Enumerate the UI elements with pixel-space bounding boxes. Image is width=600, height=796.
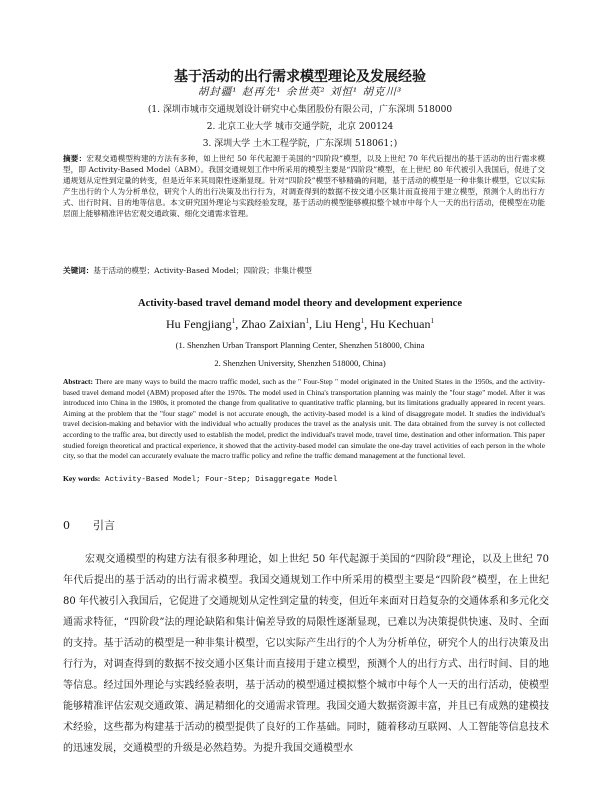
paper-title-cn: 基于活动的出行需求模型理论及发展经验 bbox=[174, 69, 426, 85]
author-en-name: Zhao Zaixian bbox=[241, 317, 306, 331]
affiliation-cn-2: 2. 北京工业大学 城市交通学院，北京 200124 bbox=[206, 122, 394, 132]
abstract-en-label: Abstract: bbox=[63, 377, 93, 386]
keywords-cn-text: 基于活动的模型；Activity-Based Model；四阶段；非集计模型 bbox=[93, 266, 312, 275]
intro-paragraph: 宏观交通模型的构建方法有很多种理论，如上世纪 50 年代起源于美国的“四阶段”理论，以及上世纪 70 年代后提出的基于活动的出行需求模型。我国交通规划工作中所采用的模型主要是“四阶段”模型，在上世纪 80 年代被引入我国后，它促进了交通规划从定性到定量的转变，但近年来面对日趋复杂的交通体系和多元化交通需求特征，“四阶段”法的理论缺陷和集计偏差导致的局限性逐渐显现，已难以为决策提供快速、及时、全面的支持。基于活动的模型是一种非集计模型，它以实际产生出行的个人为分析单位，研究个人的出行决策及出行行为，对调查得到的数据不按交通小区集计而直接用于建立模型，预测个人的出行方式、出行时间、目的地等信息。经过国外理论与实践经验表明，基于活动的模型通过模拟整个城市中每个人一天的出行活动，使模型能够精准评估宏观交通政策、满足精细化的交通需求管理。我国交通大数据资源丰富，并且已有成熟的建模技术经验，这些都为构建基于活动的模型提供了良好的工作基础。同时，随着移动互联网、人工智能等信息技术的迅速发展，交通模型的升级是必然趋势。为提升我国交通模型水 bbox=[63, 554, 549, 754]
keywords-cn bbox=[63, 265, 312, 276]
keywords-en-text: Activity-Based Model; Four-Step; Disaggregate Model bbox=[104, 476, 338, 484]
section-number: 0 bbox=[63, 519, 70, 532]
authors-cn: 胡封疆¹ 赵再先¹ 余世英² 刘恒¹ 胡克川³ bbox=[197, 86, 403, 98]
affiliation-en-2: 2. Shenzhen University, Shenzhen 518000, China) bbox=[214, 358, 386, 368]
abstract-cn-label: 摘要： bbox=[63, 154, 87, 163]
abstract-en-text: There are many ways to build the macro traffic model, such as the " Four-Step " model originated in the United States in the 1950s, and the activity-based travel demand model (ABM) proposed after the 1970s. The model used in China's transportation planning was mainly the "four stage" model. After it was introduced into China in the 1980s, it promoted the change from qualitative to quantitative traffic planning, but its limitations gradually appeared in recent years. Aiming at the problem that the "four stage" model is not accurate enough, the activity-based model is a kind of disaggregate model. It studies the individual's travel decision-making and behavior with the individual who actually produces the travel as the analysis unit. The data obtained from the survey is not collected according to the traffic area, but directly used to establish the model, predict the individual's travel mode, travel time, destination and other information. This paper studied foreign theoretical and practical experience, it showed that the activity-based model can simulate the one-day travel activities of each person in the whole city, so that the model can accurately evaluate the macro traffic policy and refine the traffic demand management at the functional level. bbox=[63, 377, 545, 461]
author-en-sup: 1 bbox=[360, 317, 365, 325]
abstract-cn bbox=[63, 153, 545, 219]
authors-en: Hu Fengjiang$^1$, Zhao Zaixian$^1$, Liu Heng$^1$, Hu Kechuan$^1$ bbox=[166, 317, 434, 331]
author-en-sup: 1 bbox=[305, 317, 309, 325]
author-en-name: Hu Kechuan bbox=[370, 317, 431, 331]
keywords-cn-label: 关键词： bbox=[63, 266, 94, 275]
affiliation-en-1: (1. Shenzhen Urban Transport Planning Center, Shenzhen 518000, China bbox=[175, 340, 425, 350]
author-en-name: Liu Heng bbox=[315, 317, 361, 331]
keywords-en bbox=[63, 474, 337, 484]
abstract-en bbox=[63, 377, 545, 462]
author-en-name: Hu Fengjiang bbox=[166, 317, 232, 331]
section-heading bbox=[63, 517, 115, 533]
affiliation-cn-3: 3. 深圳大学 土木工程学院，广东深圳 518061；) bbox=[202, 139, 398, 149]
keywords-en-label: Key words: bbox=[63, 474, 101, 483]
paper-title-en: Activity-based travel demand model theory and development experience bbox=[138, 298, 462, 309]
section-title: 引言 bbox=[93, 519, 115, 532]
author-en-sup: 1 bbox=[231, 317, 236, 325]
author-en-sup: 1 bbox=[430, 317, 434, 325]
affiliation-cn-1: (1. 深圳市城市交通规划设计研究中心集团股份有限公司，广东深圳 518000 bbox=[147, 105, 453, 115]
abstract-cn-text: 宏观交通模型构建的方法有多种，如上世纪 50 年代起源于美国的“四阶段”模型，以及上世纪 70 年代后提出的基于活动的出行需求模型，即 Activity-Based Model（ABM）。我国交通规划工作中所采用的模型主要是“四阶段”模型，在上世纪 80 年代被引入我国后，促进了交通规划从定性到定量的转变，但是近年来其局限性逐渐显现。针对“四阶段”模型不够精确的问题，基于活动的模型是一种非集计模型，它以实际产生出行的个人为分析单位，研究个人的出行决策及出行行为，对调查得到的数据不按交通小区集计而直接用于建立模型，预测个人的出行方式、出行时间、目的地等信息。本文研究国外理论与实践经验发现，基于活动的模型能够模拟整个城市中每个人一天的出行活动，使模型在功能层面上能够精准评估宏观交通政策、细化交通需求管理。 bbox=[63, 154, 545, 218]
